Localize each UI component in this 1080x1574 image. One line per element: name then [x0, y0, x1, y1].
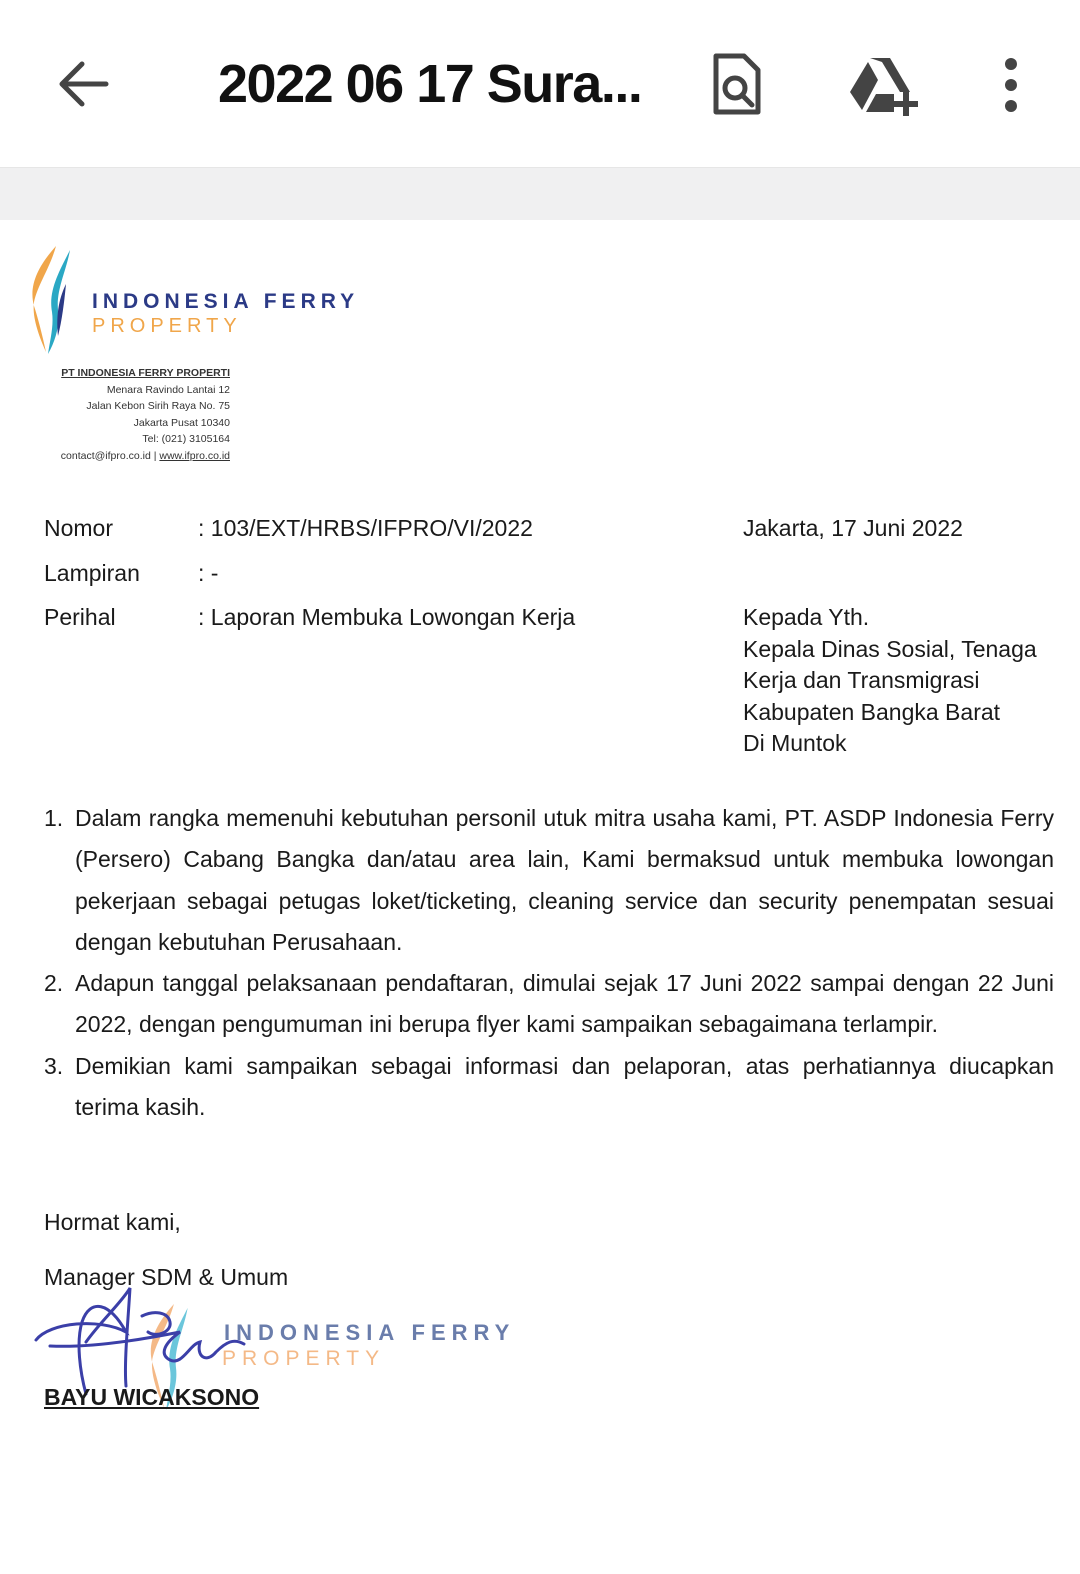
company-stamp-line1: INDONESIA FERRY — [224, 1320, 516, 1345]
viewer-divider — [0, 168, 1080, 220]
file-preview-icon[interactable] — [708, 52, 764, 118]
list-item — [44, 963, 1054, 1046]
list-item-text: Adapun tanggal pelaksanaan pendaftaran, dimulai sejak 17 Juni 2022 sampai dengan 22 Juni 2022, dengan pengumuman ini berupa flyer kami sampaikan sebagaimana terlampir. — [75, 970, 1054, 1038]
phone-number: Tel: (021) 3105164 — [142, 433, 230, 445]
brand-name-line1: INDONESIA FERRY — [92, 290, 360, 313]
addressee-line: Di Muntok — [743, 730, 847, 756]
list-item-text: Dalam rangka memenuhi kebutuhan personil utuk mitra usaha kami, PT. ASDP Indonesia Ferry (Persero) Cabang Bangka dan/atau area lain, Kami bermaksud untuk membuka lowongan pekerjaan sebagai petugas loket/ticketing, cleaning service dan security penempatan sesuai dengan kebutuhan Perusahaan. — [75, 805, 1054, 955]
addressee-line: Kepada Yth. — [743, 604, 870, 630]
lampiran-label: Lampiran — [44, 560, 140, 586]
back-arrow-icon[interactable] — [54, 56, 114, 112]
list-item-number: 2. — [44, 970, 64, 997]
letter-document — [0, 220, 1080, 1574]
addressee-block — [743, 602, 1063, 760]
letter-body-list — [44, 798, 1054, 1128]
nomor-label: Nomor — [44, 515, 114, 541]
brand-name-line2: PROPERTY — [92, 315, 242, 337]
address-line: Jalan Kebon Sirih Raya No. 75 — [86, 400, 230, 412]
email-address: contact@ifpro.co.id — [60, 449, 151, 462]
document-title: 2022 06 17 Sura... — [218, 54, 642, 114]
closing-salutation: Hormat kami, — [44, 1209, 181, 1235]
address-line: Jakarta Pusat 10340 — [133, 416, 230, 429]
list-item — [44, 1046, 1054, 1129]
perihal-label: Perihal — [44, 604, 116, 630]
list-item-number: 3. — [44, 1052, 64, 1079]
contact-line: contact@ifpro.co.id | www.ifpro.co.id — [60, 449, 230, 462]
app-bar — [0, 0, 1080, 168]
list-item-number: 1. — [44, 805, 64, 831]
addressee-line: Kabupaten Bangka Barat — [743, 698, 1001, 725]
list-item — [44, 798, 1054, 963]
addressee-line: Kerja dan Transmigrasi — [743, 667, 980, 693]
more-vert-icon[interactable] — [996, 56, 1026, 114]
company-logo-icon — [26, 244, 78, 356]
company-address — [20, 365, 230, 464]
lampiran-value: : - — [198, 560, 219, 586]
address-line: Menara Ravindo Lantai 12 — [106, 383, 230, 396]
signer-position: Manager SDM & Umum — [44, 1264, 289, 1290]
letter-date: Jakarta, 17 Juni 2022 — [743, 515, 963, 541]
signer-name: BAYU WICAKSONO — [44, 1384, 260, 1410]
company-name: PT INDONESIA FERRY PROPERTI — [61, 367, 230, 379]
drive-add-icon[interactable] — [848, 54, 920, 116]
website-link[interactable]: www.ifpro.co.id — [159, 449, 230, 462]
nomor-value: : 103/EXT/HRBS/IFPRO/VI/2022 — [198, 515, 533, 541]
addressee-line: Kepala Dinas Sosial, Tenaga — [743, 635, 1037, 662]
list-item-text: Demikian kami sampaikan sebagai informasi dan pelaporan, atas perhatiannya diucapkan terima kasih. — [75, 1052, 1054, 1121]
perihal-value: : Laporan Membuka Lowongan Kerja — [198, 604, 576, 630]
company-stamp-line2: PROPERTY — [222, 1347, 386, 1370]
